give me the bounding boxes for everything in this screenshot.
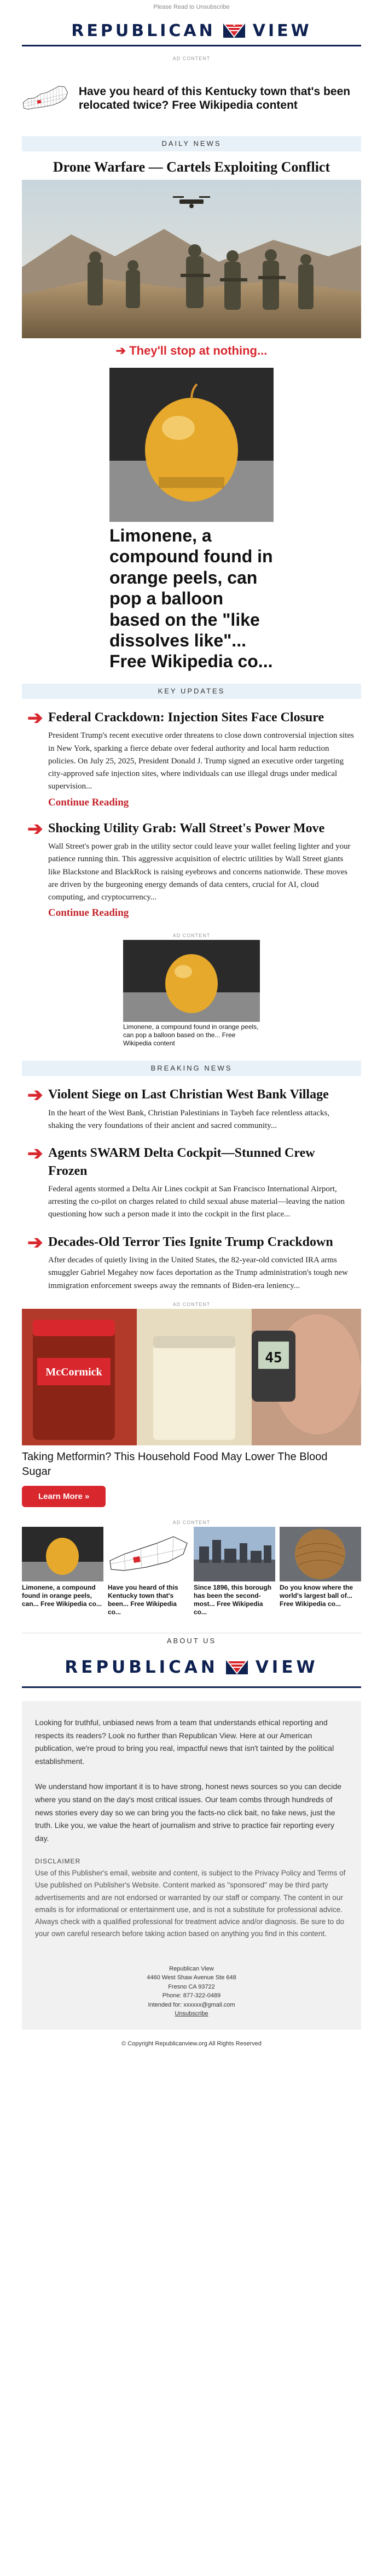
breaking-article-1[interactable] bbox=[22, 1086, 361, 1132]
arrow-icon: ➔ bbox=[27, 1085, 43, 1106]
disclaimer-text: Use of this Publisher's email, website and content, is subject to the Privacy Policy and Terms of Use published on Publisher's Website. Content marked as "sponsored" may be third party advertisements and are not endorsed or warranted by our staff or company. The content in our emails is for informational or entertainment use, and is not a substitute for professional advice. Always check with a qualified professional for treatment advice and/or diagnosis. Be sure to do your own careful research before taking action based on anything you find in this content. bbox=[35, 1869, 346, 1938]
about-paragraph-1: Looking for truthful, unbiased news from a team that understands ethical reporting and respects its readers? Look no further than Republican View. Here at our American publication, we're proud to bring you real, impactful news that isn't tainted by the political establishment. bbox=[35, 1718, 334, 1766]
footer-company: Republican View bbox=[169, 1965, 214, 1972]
grid-ad-caption: Limonene, a compound found in orange peels, can... Free Wikipedia co... bbox=[22, 1583, 102, 1608]
small-lemon-ad[interactable] bbox=[123, 940, 260, 1048]
grid-ad-4[interactable] bbox=[280, 1527, 361, 1616]
ad-label: AD CONTENT bbox=[172, 933, 211, 939]
grid-ad-3[interactable] bbox=[194, 1527, 275, 1616]
lemon-balloon-image bbox=[109, 368, 274, 522]
grid-ad-caption: Have you heard of this Kentucky town that's been... Free Wikipedia co... bbox=[108, 1583, 178, 1616]
grid-ad-1[interactable] bbox=[22, 1527, 103, 1616]
ad-label: AD CONTENT bbox=[172, 1519, 211, 1525]
flag-logo-icon bbox=[225, 1658, 249, 1677]
ad-grid bbox=[22, 1527, 361, 1616]
section-about-us: ABOUT US bbox=[22, 1633, 361, 1648]
article-excerpt: President Trump's recent executive order threatens to close down controversial injection sites in New York, sparking a fierce debate over federal authority and local harm reduction policies. On July 25, 2025, President Donald J. Trump signed an executive order targeting city-approved safe injection sites, where individuals can use illegal drugs under medical supervision... bbox=[48, 731, 354, 791]
footer-address bbox=[35, 1952, 348, 2019]
preheader bbox=[0, 0, 383, 16]
grid-ad-caption: Do you know where the world's largest ball of... Free Wikipedia co... bbox=[280, 1583, 353, 1608]
key-update-article-1[interactable] bbox=[22, 709, 361, 809]
article-excerpt: Federal agents stormed a Delta Air Lines cockpit at San Francisco International Airport, arresting the co-pilot on charges related to child sexual abuse material—leaving the nation questioning how such a person made it into the cockpit in the first place... bbox=[48, 1184, 345, 1219]
article-title[interactable]: Decades-Old Terror Ties Ignite Trump Crackdown bbox=[48, 1234, 333, 1249]
flag-logo-icon bbox=[222, 21, 246, 40]
breaking-article-2[interactable] bbox=[22, 1144, 361, 1221]
footer-phone: Phone: 877-322-0489 bbox=[162, 1992, 221, 1999]
small-ad-caption: Limonene, a compound found in orange peels, can pop a balloon based on the... Free Wikipedia content bbox=[123, 1023, 259, 1048]
footer-address-line-1: 4460 West Shaw Avenue Ste 648 bbox=[147, 1974, 236, 1981]
top-ad-headline: Have you heard of this Kentucky town that's been relocated twice? Free Wikipedia content bbox=[78, 85, 351, 111]
metformin-ad[interactable] bbox=[22, 1309, 361, 1507]
section-daily-news: DAILY NEWS bbox=[22, 136, 361, 151]
key-update-article-2[interactable] bbox=[22, 820, 361, 920]
metformin-ad-title[interactable]: Taking Metformin? This Household Food May Lower The Blood Sugar bbox=[22, 1450, 328, 1478]
about-brand-logo[interactable] bbox=[22, 1648, 361, 1686]
brand-name-right: VIEW bbox=[252, 21, 312, 40]
section-breaking-news: BREAKING NEWS bbox=[22, 1061, 361, 1076]
article-excerpt: In the heart of the West Bank, Christian Palestinians in Taybeh face relentless attacks, shaking the very foundations of their ancient and sacred community... bbox=[48, 1108, 330, 1130]
brand-logo[interactable] bbox=[22, 16, 361, 45]
article-title[interactable]: Agents SWARM Delta Cockpit—Stunned Crew Frozen bbox=[48, 1146, 315, 1178]
disclaimer bbox=[35, 1857, 348, 1940]
article-title[interactable]: Shocking Utility Grab: Wall Street's Power Move bbox=[48, 821, 325, 836]
preheader-unsubscribe-link[interactable]: Please Read to Unsubscribe bbox=[153, 4, 230, 10]
footer-intended: Intended for: xxxxxx@gmail.com bbox=[148, 2001, 235, 2008]
hero-drone-soldiers-image[interactable] bbox=[22, 180, 361, 338]
city-skyline-thumbnail-image bbox=[194, 1527, 275, 1581]
metformin-ad-image bbox=[22, 1309, 361, 1445]
article-excerpt: Wall Street's power grab in the utility sector could leave your wallet feeling lighter and your patience running thin. This aggressive acquisition of electric utilities by Wall Street giants like Blackstone and BlackRock is raising eyebrows and concerns nationwide. These moves are driven by the burgeoning energy demands of data centers, crucial for AI, cloud computing, and cryptocurrency... bbox=[48, 842, 351, 902]
brand-name-right: VIEW bbox=[255, 1657, 318, 1677]
ad-label: AD CONTENT bbox=[172, 56, 211, 61]
breaking-article-3[interactable] bbox=[22, 1233, 361, 1292]
article-excerpt: After decades of quietly living in the United States, the 82-year-old convicted IRA arms smuggler Gabriel Megahey now faces deportation as the Trump administration's tough new immigration enforcement sweeps away the remnants of Biden-era leniency... bbox=[48, 1256, 349, 1290]
kentucky-map-image bbox=[22, 66, 69, 131]
lemon-balloon-image bbox=[123, 940, 260, 1022]
hero-headline[interactable]: Drone Warfare — Cartels Exploiting Conflict bbox=[53, 159, 330, 175]
footer-address-line-2: Fresno CA 93722 bbox=[168, 1983, 215, 1990]
top-ad[interactable] bbox=[22, 63, 361, 136]
grid-ad-caption: Since 1896, this borough has been the second-most... Free Wikipedia co... bbox=[194, 1583, 272, 1616]
meter-reading: 45 bbox=[265, 1349, 282, 1366]
arrow-icon: ➔ bbox=[27, 708, 43, 728]
arrow-icon: ➔ bbox=[27, 1232, 43, 1253]
copyright: © Copyright Republicanview.org All Rights Reserved bbox=[121, 2040, 262, 2047]
lemon-ad-text: Limonene, a compound found in orange peels, can pop a balloon based on the "like dissolves like"... Free Wikipedia co... bbox=[109, 526, 273, 672]
continue-reading-link[interactable]: Continue Reading bbox=[48, 796, 129, 808]
jar-label: McCormick bbox=[45, 1366, 102, 1378]
article-title[interactable]: Federal Crackdown: Injection Sites Face Closure bbox=[48, 710, 324, 725]
ad-label: AD CONTENT bbox=[172, 1301, 211, 1307]
arrow-icon: ➔ bbox=[27, 1143, 43, 1165]
footer-unsubscribe-link[interactable]: Unsubscribe bbox=[175, 2010, 208, 2018]
lemon-thumbnail-image bbox=[22, 1527, 103, 1581]
brand-name-left: REPUBLICAN bbox=[65, 1657, 218, 1677]
grid-ad-2[interactable] bbox=[108, 1527, 189, 1616]
arrow-icon: ➔ bbox=[27, 818, 43, 839]
disclaimer-title: DISCLAIMER bbox=[35, 1857, 81, 1866]
learn-more-button[interactable]: Learn More » bbox=[22, 1486, 106, 1507]
hero-cta-link[interactable]: ➔ They'll stop at nothing... bbox=[115, 344, 268, 357]
twine-ball-thumbnail-image bbox=[280, 1527, 361, 1581]
article-title[interactable]: Violent Siege on Last Christian West Bank Village bbox=[48, 1087, 329, 1102]
about-box bbox=[22, 1701, 361, 2030]
brand-name-left: REPUBLICAN bbox=[71, 21, 216, 40]
lemon-ad[interactable] bbox=[109, 364, 274, 674]
about-paragraph-2: We understand how important it is to have strong, honest news sources so you can decide where you stand on the day's most critical issues. Our team combs through hundreds of news stories every day so we can bring you the facts-no click bait, no fake news, just the truth. Like you, we value the heart of journalism and strive to practice fair reporting every day. bbox=[35, 1782, 342, 1843]
section-key-updates: KEY UPDATES bbox=[22, 684, 361, 699]
kentucky-map-thumbnail-image bbox=[108, 1527, 189, 1581]
continue-reading-link[interactable]: Continue Reading bbox=[48, 907, 129, 919]
